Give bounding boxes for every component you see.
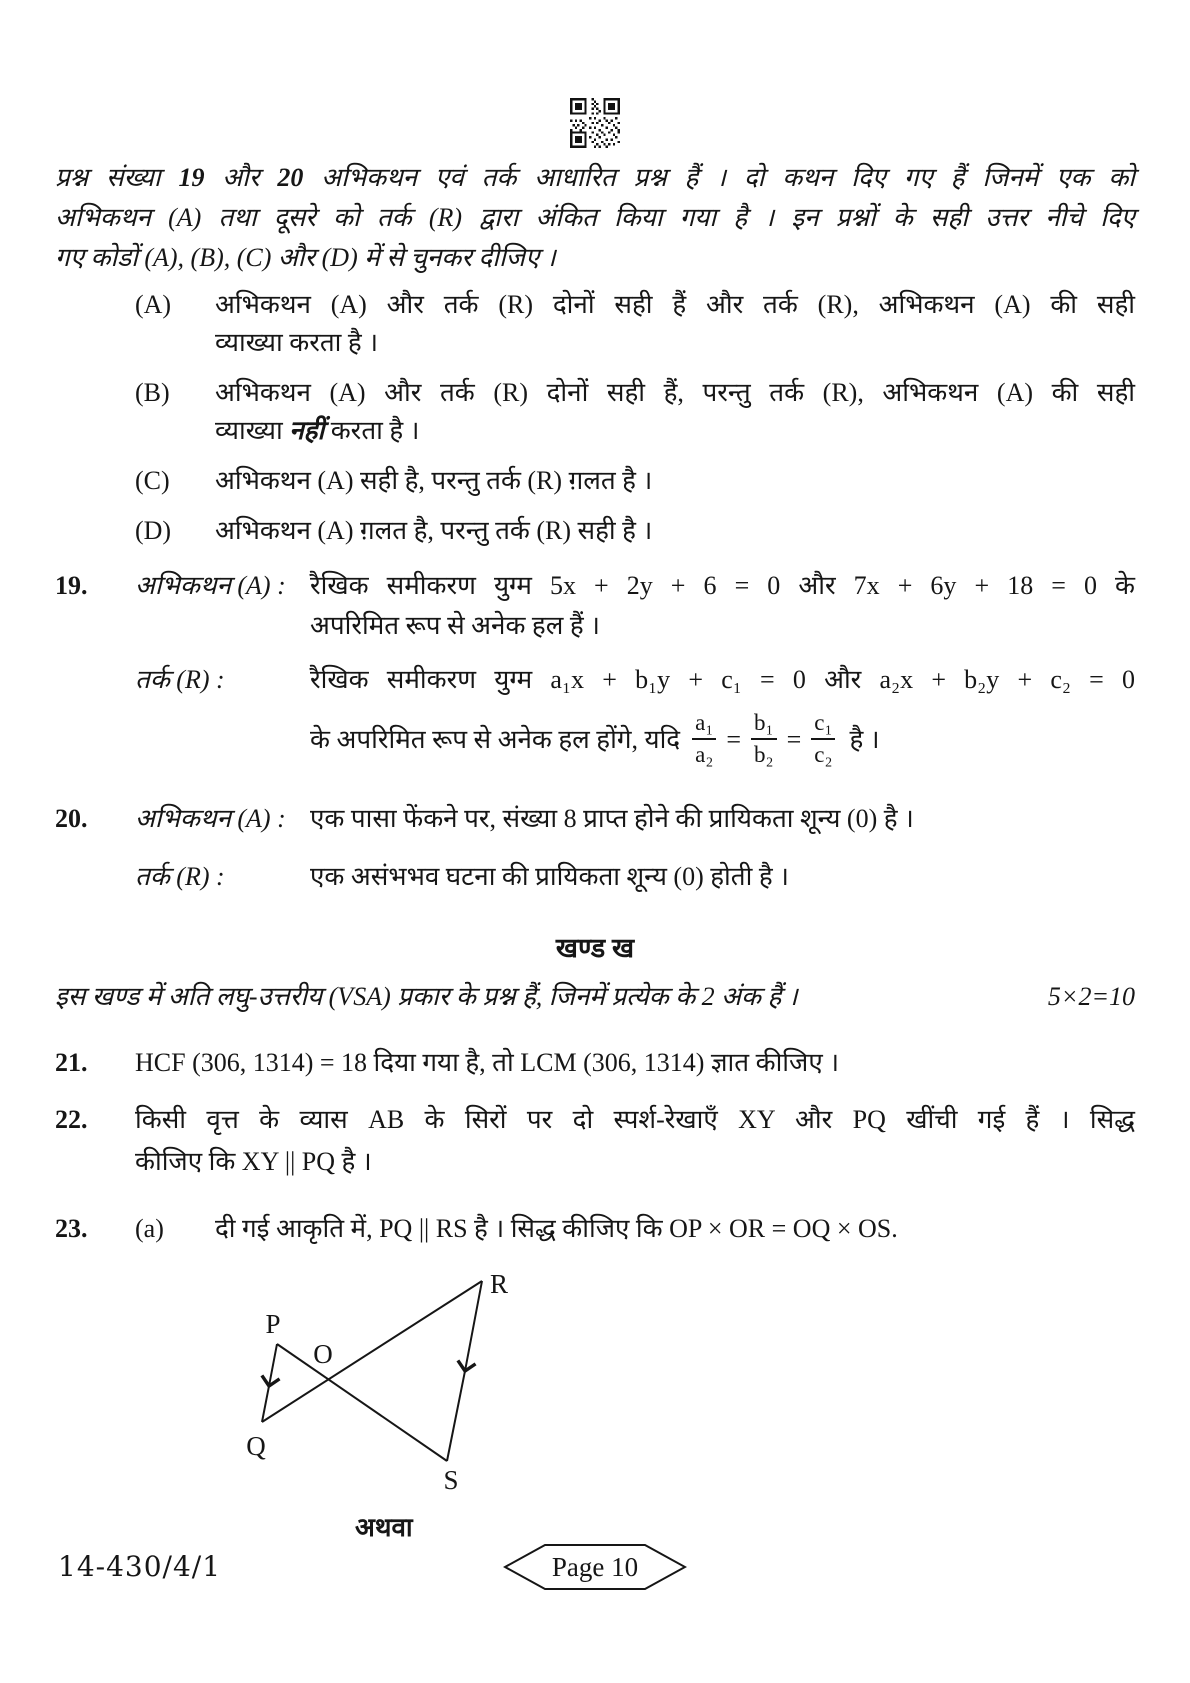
reason-label: तर्क (R) : — [135, 861, 225, 891]
question-19 — [55, 566, 1135, 769]
option-b-row — [55, 374, 1135, 450]
question-22-line-1: किसी वृत्त के व्यास AB के सिरों पर दो स्पर्श-रेखाएँ XY और PQ खींची गई हैं । सिद्ध — [135, 1104, 1135, 1134]
equals-sign: = — [786, 724, 802, 754]
option-b-line-2 — [215, 412, 1135, 450]
reason-line-1: रैखिक समीकरण युग्म a₁x + b₁y + c₁ = 0 और a₂x + b₂y + c₂ = 0 — [310, 665, 1135, 694]
reason-text: एक असंभभव घटना की प्रायिकता शून्य (0) होती है । — [310, 861, 789, 891]
figure-intersecting-triangles — [215, 1259, 535, 1494]
paper-code: 14-430/4/1 — [58, 1550, 222, 1583]
intro-text: और — [222, 163, 260, 192]
fraction-denominator: b₂ — [754, 742, 774, 768]
intro-line-1 — [55, 158, 1135, 198]
option-a-label: (A) — [135, 290, 172, 319]
question-21-text: HCF (306, 1314) = 18 दिया गया है, तो LCM (306, 1314) ज्ञात कीजिए । — [135, 1047, 840, 1077]
option-b-text — [215, 374, 1135, 450]
option-a-line-1: अभिकथन (A) और तर्क (R) दोनों सही हैं और तर्क (R), अभिकथन (A) की सही — [215, 290, 1135, 319]
option-c-text: अभिकथन (A) सही है, परन्तु तर्क (R) ग़लत है । — [215, 466, 653, 495]
fraction-c — [811, 710, 835, 769]
question-23 — [55, 1209, 1135, 1249]
section-b-instruction-row — [55, 977, 1135, 1017]
option-c-label: (C) — [135, 466, 170, 495]
question-21-number: 21. — [55, 1047, 88, 1077]
question-20-reason-row — [55, 857, 1135, 897]
page-content — [0, 98, 1190, 1547]
reason-label: तर्क (R) : — [135, 665, 225, 694]
segment-RS — [447, 1281, 482, 1461]
fraction-numerator: c₁ — [811, 710, 835, 740]
question-21 — [55, 1043, 1135, 1083]
intro-text: अभिकथन एवं तर्क आधारित प्रश्न हैं । दो कथन दिए गए हैं जिनमें एक को — [321, 163, 1136, 192]
option-a-text — [215, 286, 1135, 362]
question-20 — [55, 799, 1135, 897]
fraction-denominator: c₂ — [814, 742, 833, 768]
intro-paragraph — [55, 158, 1135, 278]
qr-row — [55, 98, 1135, 148]
figure-label-s: S — [443, 1464, 459, 1494]
question-number-19: 19 — [178, 163, 205, 192]
question-23-text: दी गई आकृति में, PQ || RS है । सिद्ध कीजिए कि OP × OR = OQ × OS. — [215, 1213, 898, 1243]
question-22-number: 22. — [55, 1104, 88, 1134]
question-23-number: 23. — [55, 1213, 88, 1243]
option-d-label: (D) — [135, 516, 172, 545]
page-number-badge — [503, 1542, 687, 1592]
option-b-text-emphasis: नहीं — [289, 416, 325, 445]
figure-label-o: O — [313, 1338, 333, 1369]
option-b-text-pre: व्याख्या — [215, 416, 283, 445]
segment-RQ — [262, 1281, 482, 1422]
option-a-row — [55, 286, 1135, 362]
assertion-text — [310, 566, 1135, 646]
figure-wrap — [215, 1259, 535, 1501]
question-20-assertion-row — [55, 799, 1135, 839]
question-22-text — [135, 1099, 1135, 1183]
or-divider: अथवा — [355, 1512, 413, 1542]
question-23-part-label: (a) — [135, 1213, 164, 1243]
spacer — [55, 660, 135, 769]
option-d-row — [55, 512, 1135, 550]
fraction-numerator: a₁ — [692, 710, 716, 740]
intro-line-3: गए कोडों (A), (B), (C) और (D) में से चुनकर दीजिए । — [55, 243, 556, 272]
assertion-line-1: रैखिक समीकरण युग्म 5x + 2y + 6 = 0 और 7x + 6y + 18 = 0 के — [310, 571, 1135, 600]
fraction-denominator: a₂ — [695, 742, 714, 768]
question-19-number: 19. — [55, 571, 88, 600]
question-22-line-2: कीजिए कि XY || PQ है । — [135, 1146, 372, 1176]
reason-text — [310, 660, 1135, 769]
fraction-b — [751, 710, 777, 769]
section-b-title: खण्ड ख — [555, 932, 635, 963]
answer-codes-list — [55, 286, 1135, 550]
page-number-text: Page 10 — [551, 1552, 639, 1582]
question-19-assertion-row — [55, 566, 1135, 646]
question-number-20: 20 — [277, 163, 304, 192]
assertion-label: अभिकथन (A) : — [135, 571, 286, 600]
equals-sign: = — [726, 724, 742, 754]
question-19-reason-row — [55, 660, 1135, 769]
section-b-instruction: इस खण्ड में अति लघु-उत्तरीय (VSA) प्रकार के प्रश्न हैं, जिनमें प्रत्येक के 2 अंक हैं । — [55, 981, 798, 1011]
option-b-line-1: अभिकथन (A) और तर्क (R) दोनों सही हैं, परन्तु तर्क (R), अभिकथन (A) की सही — [215, 378, 1135, 407]
intro-line-2: अभिकथन (A) तथा दूसरे को तर्क (R) द्वारा अंकित किया गया है । इन प्रश्नों के सही उत्तर नीचे दिए — [55, 203, 1135, 232]
assertion-label: अभिकथन (A) : — [135, 803, 286, 833]
option-a-line-2: व्याख्या करता है । — [215, 328, 379, 357]
intro-text: प्रश्न संख्या — [55, 163, 161, 192]
reason-text-post: है । — [849, 724, 880, 754]
question-22 — [55, 1099, 1135, 1183]
spacer — [55, 857, 135, 897]
segment-PS — [277, 1344, 447, 1461]
option-b-text-post: करता है । — [330, 416, 420, 445]
assertion-text: एक पासा फेंकने पर, संख्या 8 प्राप्त होने की प्रायिकता शून्य (0) है । — [310, 803, 914, 833]
fraction-a — [692, 710, 716, 769]
option-b-label: (B) — [135, 378, 170, 407]
section-b-marks: 5×2=10 — [1047, 981, 1135, 1011]
figure-label-q: Q — [246, 1430, 266, 1461]
option-d-text: अभिकथन (A) ग़लत है, परन्तु तर्क (R) सही है । — [215, 516, 653, 545]
question-20-number: 20. — [55, 803, 88, 833]
figure-label-r: R — [489, 1268, 509, 1299]
assertion-line-2: अपरिमित रूप से अनेक हल हैं । — [310, 611, 601, 640]
reason-line-2 — [310, 710, 1135, 769]
fraction-numerator: b₁ — [751, 710, 777, 740]
figure-label-p: P — [265, 1308, 281, 1339]
segment-PQ — [262, 1344, 277, 1422]
qr-code-icon — [570, 98, 620, 148]
option-c-row — [55, 462, 1135, 500]
reason-text-pre: के अपरिमित रूप से अनेक हल होंगे, यदि — [310, 724, 681, 754]
